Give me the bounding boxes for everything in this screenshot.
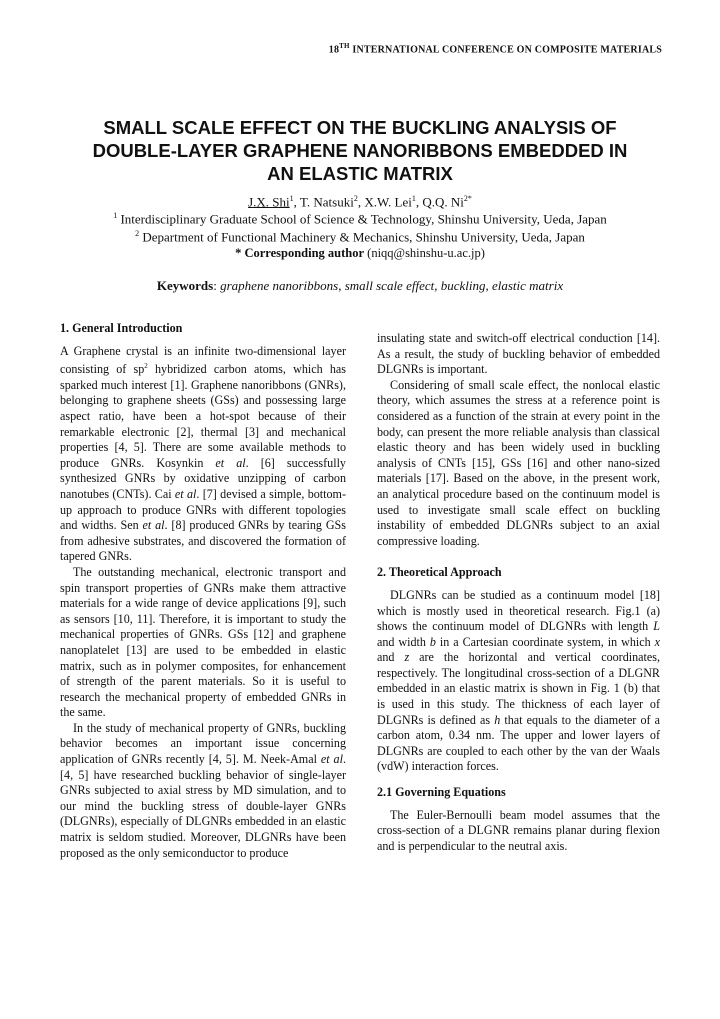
running-header <box>0 42 720 55</box>
corresponding-email[interactable]: (niqq@shinshu-u.ac.jp) <box>364 246 485 260</box>
paragraph: The Euler-Bernoulli beam model assumes that the cross-section of a DLGNR remains planar during flexion and is perpendicular to the neutral axis. <box>377 807 660 853</box>
text-run: A Graphene crystal is an infinite two-dimensional layer consisting of sp <box>60 343 346 377</box>
math-symbol: b <box>429 634 436 649</box>
paragraph <box>60 721 346 861</box>
affiliation-text: Department of Functional Machinery & Mechanics, Shinshu University, Ueda, Japan <box>139 229 585 245</box>
affiliation <box>0 229 720 245</box>
affiliation-number: 1 <box>113 211 118 220</box>
math-symbol: h <box>494 712 501 727</box>
section-heading: 2. Theoretical Approach <box>377 565 502 580</box>
italic-text: et al <box>320 752 343 767</box>
paragraph: Considering of small scale effect, the nonlocal elastic theory, which assumes the stress at a reference point is considered as a function of the strain at every point in the body, can present the more reliable analysis than classical elastic theory and has been widely used in buckling analysis of CNTs [15], GSs [16] and other nano-sized materials [17]. Based on the above, in the present work, an analytical procedure based on the continuum model is used to investigate small scale effect on buckling instability of embedded DLGNRs subject to an axial compressive loading. <box>377 377 660 548</box>
italic-text: et al <box>174 486 197 501</box>
title-line: AN ELASTIC MATRIX <box>267 163 453 184</box>
text-run: . [6] successfully synthesized GNRs by oxidative unzipping of carbon nanotubes (CNTs). Cai <box>60 455 346 501</box>
author-affiliation-mark: 1 <box>289 194 294 203</box>
italic-text: et al <box>215 455 246 470</box>
header-superscript: TH <box>339 42 350 50</box>
author-name: , T. Natsuki <box>293 194 354 210</box>
author-list <box>0 194 720 210</box>
text-run: . [7] devised a simple, bottom-up approach to produce GNRs with different topologies and widths. Sen <box>60 486 346 533</box>
text-run: . [8] produced GNRs by tearing GSs from adhesive substrates, and discovered the formation of tapered GNRs. <box>60 518 346 564</box>
text-run: in a Cartesian coordinate system, in which <box>435 634 655 649</box>
affiliation <box>0 211 720 227</box>
author-name: J.X. Shi <box>248 194 290 210</box>
keywords-label: Keywords <box>156 278 214 293</box>
text-run: hybridized carbon atoms, which has sparked much interest [1]. Graphene nanoribbons (GNRs), belonging to graphene sheets (GSs) and possessing large aspect ratio, have been a hot-spot because of their remarkable electronic [2], thermal [3] and mechanical properties [4, 5]. There are some available methods to produce GNRs. Kosynkin <box>60 362 346 470</box>
author-affiliation-mark: 2 <box>353 194 358 203</box>
text-run: are the horizontal and vertical coordinates, respectively. The longitudinal cross-section of a DLGNR embedded in an elastic matrix is shown in Fig. 1 (b) that is used in this study. The thickness of each layer of DLGNRs is defined as <box>377 650 660 727</box>
paper-title <box>60 116 660 185</box>
corresponding-label: * Corresponding author <box>235 246 365 260</box>
author-name: , Q.Q. Ni <box>415 194 464 210</box>
title-line: SMALL SCALE EFFECT ON THE BUCKLING ANALYSIS OF <box>103 117 617 138</box>
text-run: that equals to the diameter of a carbon atom, 0.34 nm. The upper and lower layers of DLGNRs are coupled to each other by the van der Waals (vdW) interaction forces. <box>377 712 661 774</box>
paragraph <box>60 344 346 565</box>
header-number: 18 <box>328 44 340 56</box>
corresponding-mark: * <box>467 194 472 203</box>
text-run: In the study of mechanical property of GNRs, buckling behavior becomes an important issue concerning application of GNRs recently [4, 5]. M. Neek-Amal <box>60 720 346 767</box>
left-column <box>60 321 346 861</box>
superscript: 2 <box>144 362 148 371</box>
text-run: and <box>377 650 405 665</box>
keywords <box>0 278 720 294</box>
paragraph <box>377 588 660 775</box>
section-heading: 1. General Introduction <box>60 321 183 335</box>
affiliation-number: 2 <box>135 229 140 238</box>
author-affiliation-mark: 1 <box>411 194 416 203</box>
keywords-separator: : <box>213 278 221 293</box>
text-run: and width <box>377 634 430 649</box>
corresponding-author <box>0 246 720 261</box>
subsection-heading: 2.1 Governing Equations <box>377 785 506 800</box>
author-name: , X.W. Lei <box>357 194 412 210</box>
paragraph: The outstanding mechanical, electronic transport and spin transport properties of GNRs make them attractive materials for a wide range of device applications [9], such as sensors [10, 11]. Therefore, it is important to study the mechanical properties of GNRs. GSs [12] and graphene nanoplatelet [13] are used to be embedded in elastic matrix, such as in polymer composites, for enhancement of strength of the parent materials. So it is useful to research the mechanical property of embedded GNRs in the same. <box>60 564 346 720</box>
keywords-text: graphene nanoribbons, small scale effect, buckling, elastic matrix <box>220 278 564 293</box>
author-affiliation-number: 2 <box>463 194 468 203</box>
math-symbol: L <box>653 619 660 634</box>
math-symbol: z <box>404 650 410 665</box>
title-line: DOUBLE-LAYER GRAPHENE NANORIBBONS EMBEDDED IN <box>92 140 628 161</box>
italic-text: et al <box>142 518 165 533</box>
header-conference-name: INTERNATIONAL CONFERENCE ON COMPOSITE MATERIALS <box>349 44 662 56</box>
text-run: . [4, 5] have researched buckling behavior of single-layer GNRs subjected to axial stress by MD simulation, and to our mind the buckling stress of double-layer GNRs (DLGNRs), especially of DLGNRs embedded in an elastic matrix is seldom studied. Moreover, DLGNRs have been proposed as the only semiconductor to produce <box>60 752 346 860</box>
paragraph: insulating state and switch-off electrical conduction [14]. As a result, the study of buckling behavior of embedded DLGNRs is important. <box>377 331 660 377</box>
right-column <box>377 331 660 854</box>
math-symbol: x <box>654 634 660 649</box>
text-run: DLGNRs can be studied as a continuum model [18] which is mostly used in theoretical research. Fig.1 (a) shows the continuum model of DLGNRs with length <box>377 587 660 634</box>
affiliation-text: Interdisciplinary Graduate School of Science & Technology, Shinshu University, Ueda, Japan <box>117 211 607 227</box>
author-affiliation-mark <box>464 194 472 203</box>
